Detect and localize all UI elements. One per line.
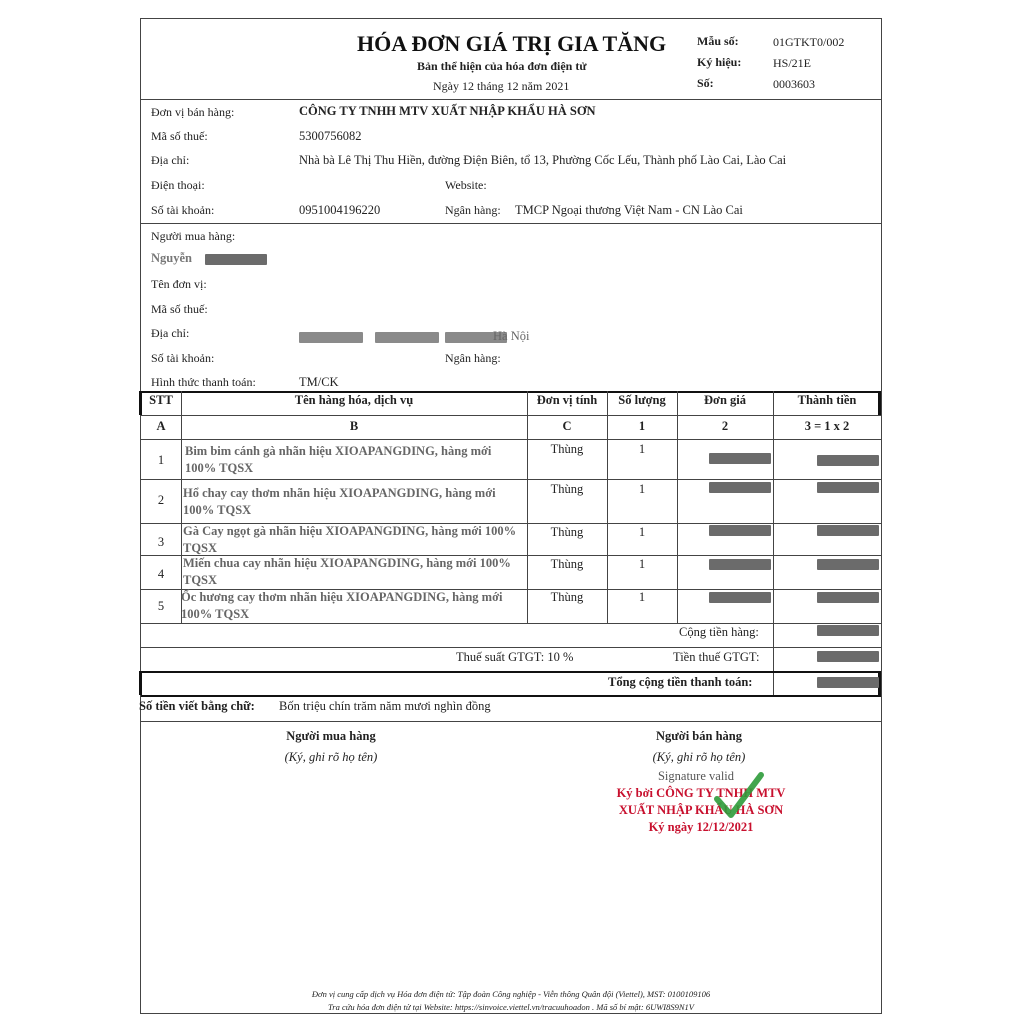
- redaction-bar: [817, 525, 879, 536]
- vat-label: Tiền thuế GTGT:: [673, 650, 760, 664]
- redaction-bar: [817, 677, 879, 688]
- row-2-unit: Thùng: [550, 482, 584, 496]
- row-3-qty: 1: [638, 525, 646, 539]
- footer-provider: Đơn vị cung cấp dịch vụ Hóa đơn điện tử: Tập đoàn Công nghiệp - Viễn thông Quân đội (Viettel), MST: 0100109106: [311, 989, 711, 999]
- redaction-bar: [375, 332, 439, 343]
- number-label: Số:: [697, 76, 714, 90]
- row-4-stt: 4: [157, 567, 165, 581]
- seller-account-value: 0951004196220: [299, 203, 381, 217]
- redaction-bar: [817, 482, 879, 493]
- row-4-name: Miến chua cay nhãn hiệu XIOAPANGDING, hàng mới 100% TQSX: [183, 556, 511, 587]
- row-1-unit: Thùng: [550, 442, 584, 456]
- divider: [141, 647, 881, 648]
- row-4-qty: 1: [638, 557, 646, 571]
- row-5-name: Ốc hương cay thơm nhãn hiệu XIOAPANGDING, hàng mới 100% TQSX: [181, 590, 503, 621]
- table-edge: [139, 671, 142, 695]
- check-mark-icon: [713, 771, 765, 821]
- form-value: 01GTKT0/002: [773, 35, 845, 49]
- buyer-sign-title: Người mua hàng: [286, 729, 376, 743]
- grand-total-label: Tổng cộng tiền thanh toán:: [608, 675, 753, 689]
- seller-sign-title: Người bán hàng: [656, 729, 742, 743]
- footer-lookup: Tra cứu hóa đơn điện tử tại Website: https://sinvoice.viettel.vn/tracuuhoadon . Mã số bí mật: 6UWI8S9N1V: [328, 1002, 694, 1012]
- invoice-page: [140, 18, 882, 1014]
- code-3: 3 = 1 x 2: [804, 419, 850, 433]
- vat-rate: Thuế suất GTGT: 10 %: [456, 650, 574, 664]
- buyer-name: Nguyễn: [151, 251, 192, 265]
- seller-unit-value: CÔNG TY TNHH MTV XUẤT NHẬP KHẨU HÀ SƠN: [299, 104, 596, 118]
- signed-by-line-1: Ký bởi CÔNG TY TNHH MTV: [616, 786, 786, 800]
- redaction-bar: [709, 453, 771, 464]
- buyer-bank-label: Ngân hàng:: [445, 351, 501, 365]
- buyer-address-label: Địa chỉ:: [151, 326, 190, 340]
- divider: [141, 223, 881, 224]
- row-2-stt: 2: [157, 493, 165, 507]
- symbol-label: Ký hiệu:: [697, 55, 742, 69]
- invoice-title: HÓA ĐƠN GIÁ TRỊ GIA TĂNG: [357, 31, 667, 56]
- row-4-unit: Thùng: [550, 557, 584, 571]
- divider: [141, 623, 881, 624]
- seller-website-label: Website:: [445, 178, 487, 192]
- divider: [141, 671, 881, 673]
- divider: [141, 99, 881, 100]
- code-1: 1: [638, 419, 646, 433]
- amount-words-value: Bốn triệu chín trăm năm mươi nghìn đồng: [279, 699, 491, 713]
- redaction-bar: [817, 592, 879, 603]
- number-value: 0003603: [773, 77, 815, 91]
- redaction-bar: [205, 254, 267, 265]
- divider: [141, 415, 881, 416]
- row-3-stt: 3: [157, 535, 165, 549]
- subtotal-label: Cộng tiền hàng:: [679, 625, 759, 639]
- buyer-sign-hint: (Ký, ghi rõ họ tên): [284, 750, 378, 764]
- seller-tax-value: 5300756082: [299, 129, 362, 143]
- buyer-unit-label: Tên đơn vị:: [151, 277, 207, 291]
- seller-bank-value: TMCP Ngoại thương Việt Nam - CN Lào Cai: [515, 203, 743, 217]
- redaction-bar: [817, 455, 879, 466]
- col-header-stt: STT: [149, 393, 173, 407]
- seller-bank-label: Ngân hàng:: [445, 203, 501, 217]
- signature-valid-label: Signature valid: [657, 769, 735, 783]
- seller-address-value: Nhà bà Lê Thị Thu Hiền, đường Điện Biên, tổ 13, Phường Cốc Lếu, Thành phố Lào Cai, Lào Cai: [299, 153, 787, 167]
- col-header-name: Tên hàng hóa, dịch vụ: [294, 393, 414, 407]
- row-3-unit: Thùng: [550, 525, 584, 539]
- divider: [141, 479, 881, 480]
- redaction-bar: [817, 625, 879, 636]
- buyer-address-tail: Hà Nội: [493, 329, 530, 343]
- divider: [141, 695, 881, 697]
- redaction-bar: [299, 332, 363, 343]
- col-header-price: Đơn giá: [704, 393, 746, 407]
- invoice-subtitle: Bản thể hiện của hóa đơn điện tử: [417, 59, 587, 73]
- amount-words-label: Số tiền viết bằng chữ:: [139, 699, 255, 713]
- seller-phone-label: Điện thoại:: [151, 178, 205, 192]
- row-2-qty: 1: [638, 482, 646, 496]
- redaction-bar: [709, 559, 771, 570]
- buyer-account-label: Số tài khoản:: [151, 351, 215, 365]
- signed-date: Ký ngày 12/12/2021: [648, 820, 754, 834]
- row-1-name: Bim bim cánh gà nhãn hiệu XIOAPANGDING, hàng mới 100% TQSX: [185, 444, 492, 475]
- row-1-stt: 1: [157, 453, 165, 467]
- col-header-qty: Số lượng: [618, 393, 666, 407]
- seller-account-label: Số tài khoản:: [151, 203, 215, 217]
- seller-unit-label: Đơn vị bán hàng:: [151, 105, 235, 119]
- code-a: A: [156, 419, 166, 433]
- form-label: Mẫu số:: [697, 34, 739, 48]
- row-3-name: Gà Cay ngọt gà nhãn hiệu XIOAPANGDING, hàng mới 100% TQSX: [183, 524, 517, 555]
- row-1-qty: 1: [638, 442, 646, 456]
- col-line: [773, 623, 774, 695]
- divider: [141, 721, 881, 722]
- col-header-unit: Đơn vị tính: [536, 393, 598, 407]
- code-c: C: [562, 419, 572, 433]
- col-header-amount: Thành tiền: [797, 393, 857, 407]
- redaction-bar: [709, 482, 771, 493]
- buyer-label: Người mua hàng:: [151, 229, 236, 243]
- row-5-unit: Thùng: [550, 590, 584, 604]
- buyer-tax-label: Mã số thuế:: [151, 302, 208, 316]
- row-5-stt: 5: [157, 599, 165, 613]
- redaction-bar: [709, 525, 771, 536]
- code-2: 2: [721, 419, 729, 433]
- seller-tax-label: Mã số thuế:: [151, 129, 208, 143]
- payment-value: TM/CK: [299, 375, 339, 389]
- symbol-value: HS/21E: [773, 56, 812, 70]
- row-2-name: Hổ chay cay thơm nhãn hiệu XIOAPANGDING, hàng mới 100% TQSX: [183, 486, 496, 517]
- row-5-qty: 1: [638, 590, 646, 604]
- redaction-bar: [817, 559, 879, 570]
- seller-address-label: Địa chỉ:: [151, 153, 190, 167]
- redaction-bar: [817, 651, 879, 662]
- payment-label: Hình thức thanh toán:: [151, 375, 256, 389]
- redaction-bar: [709, 592, 771, 603]
- invoice-date: Ngày 12 tháng 12 năm 2021: [433, 79, 570, 93]
- signed-by-line-2: XUẤT NHẬP KHẨU HÀ SƠN: [618, 803, 784, 817]
- code-b: B: [349, 419, 359, 433]
- seller-sign-hint: (Ký, ghi rõ họ tên): [652, 750, 746, 764]
- divider: [141, 439, 881, 440]
